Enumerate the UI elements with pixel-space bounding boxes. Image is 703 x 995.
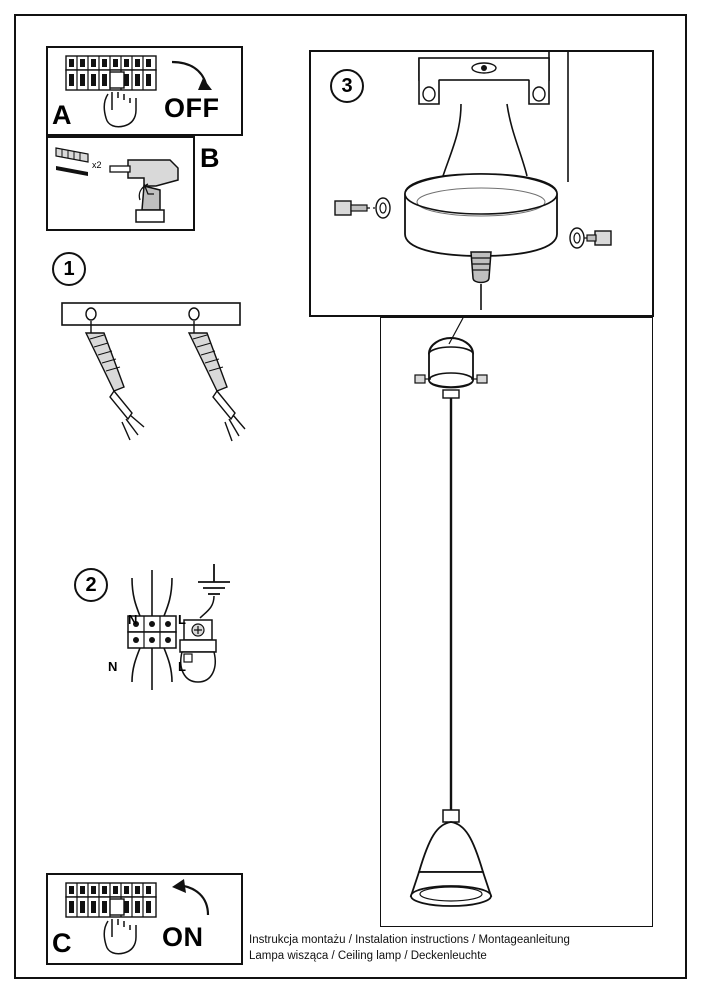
terminal-label-n-bottom: N — [108, 659, 118, 674]
lamp-overview-panel — [380, 317, 653, 927]
panel-b-letter: B — [200, 143, 220, 173]
panel-a-letter: A — [52, 100, 72, 130]
caption-title: Instrukcja montażu / Instalation instructions / Montageanleitung — [249, 934, 570, 946]
terminal-label-l-top: L — [178, 612, 186, 627]
panel-1-graphic — [46, 295, 266, 455]
panel-a-state-label: OFF — [164, 93, 220, 123]
lamp-overview-graphic — [381, 318, 651, 925]
panel-b-graphic — [48, 138, 193, 229]
terminal-label-l-bottom: L — [178, 659, 186, 674]
footer-caption — [249, 932, 649, 964]
panel-b-qty-text: x2 — [92, 160, 102, 170]
panel-2-wiring-graphic — [110, 556, 245, 706]
step-1-number: 1 — [52, 252, 86, 286]
step-3-number: 3 — [330, 69, 364, 103]
panel-b-drill — [46, 136, 195, 231]
step-2-number: 2 — [74, 568, 108, 602]
panel-c-switch-on — [46, 873, 243, 965]
caption-product: Lampa wisząca / Ceiling lamp / Deckenleuchte — [249, 950, 487, 962]
panel-c-letter: C — [52, 928, 72, 958]
panel-c-state-label: ON — [162, 922, 204, 952]
panel-c-graphic — [48, 875, 241, 963]
terminal-label-n-top: N — [128, 612, 138, 627]
